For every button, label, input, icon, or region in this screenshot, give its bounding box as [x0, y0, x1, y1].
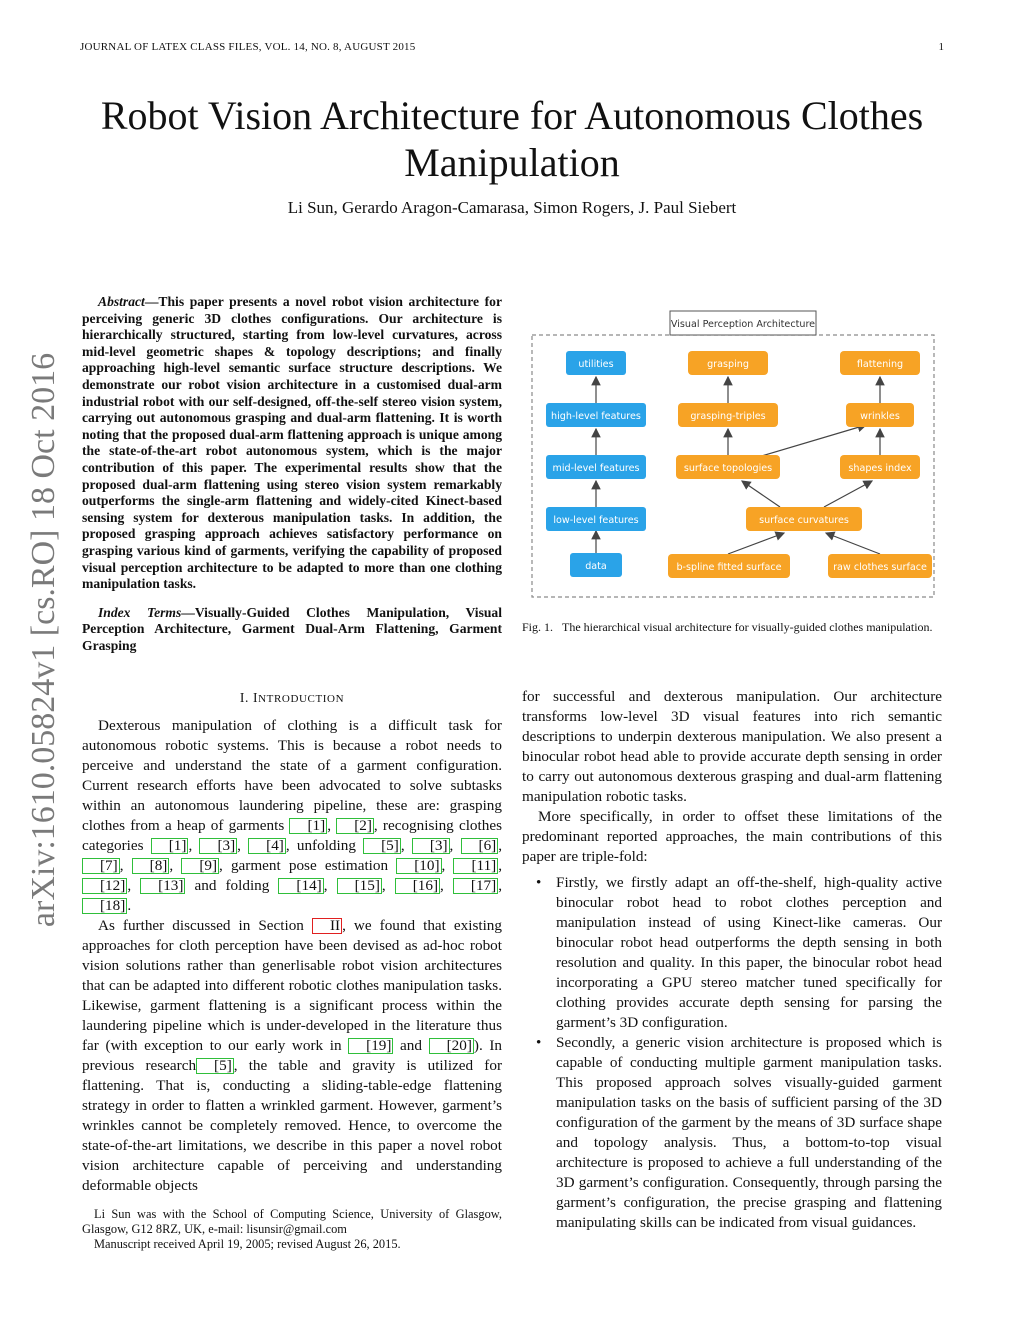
citation-link[interactable]: [14]	[278, 878, 323, 894]
citation-link[interactable]: [19]	[348, 1038, 393, 1054]
citation-link[interactable]: [15]	[337, 878, 382, 894]
node-utilities	[566, 351, 626, 375]
abstract: Abstract—This paper presents a novel robot vision architecture for perceiving generic 3D clothes configurations. Our architecture is hierarchically structured, starting from low-level curvatures, across mid-level geometric shapes & topology descriptions; and finally approaching high-level semantic surface structure descriptions. We demonstrate our robot vision architecture in a customised dual-arm industrial robot with our self-designed, off-the-self stereo vision system, carrying out autonomous grasping and dual-arm flattening. It is worth noting that the proposed dual-arm flattening approach is unique among the state-of-the-art robot autonomous system, which is the major contribution of this paper. The experimental results show that the proposed dual-arm flattening using stereo vision system remarkably outperforms the single-arm flattening and widely-cited Kinect-based sensing system for dexterous manipulation tasks. In addition, the proposed grasping approach achieves satisfactory performance on grasping various kind of garments, verifying the capability of proposed visual perception architecture to be adapted to more than one clothing manipulation tasks.	[82, 294, 502, 592]
citation-link[interactable]: [3]	[412, 838, 450, 854]
node-surface-curvatures	[746, 507, 862, 531]
intro-text: , we found that existing approaches for cloth perception have been devised as ad-hoc robot vision solutions rather than generlisable robot vision architectures that can be adapted into different robotic clothes manipulation tasks. Likewise, garment flattening is a significant process within the laundering pipeline which is under-developed in the literature thus far (with exception to our early work in	[82, 917, 502, 1055]
node-label: flattening	[856, 359, 904, 370]
node-data	[570, 553, 622, 577]
section-heading-introduction	[82, 690, 502, 706]
node-surface-topologies	[676, 455, 780, 479]
section-title-initial: I	[252, 690, 259, 706]
node-label: high-level features	[551, 411, 641, 422]
intro-text: , recognising clothes categories	[82, 817, 502, 855]
node-wrinkles	[846, 403, 914, 427]
left-column	[82, 294, 502, 1196]
abstract-label: Abstract	[98, 294, 145, 309]
paper-authors: Li Sun, Gerardo Aragon-Camarasa, Simon Rogers, J. Paul Siebert	[287, 198, 737, 217]
node-low-level-features	[546, 507, 646, 531]
citation-link[interactable]: [18]	[82, 898, 127, 914]
arrow	[742, 481, 780, 507]
node-label: data	[585, 561, 607, 572]
arxiv-stamp: arXiv:1610.05824v1 [cs.RO] 18 Oct 2016	[25, 352, 62, 928]
index-terms-label: Index Terms	[98, 604, 182, 620]
index-terms: Index Terms—Visually-Guided Clothes Manipulation, Visual Perception Architecture, Garment Dual-Arm Flattening, Garment Grasping	[82, 604, 502, 653]
node-label: low-level features	[553, 515, 639, 526]
node-grasping-triples	[678, 403, 778, 427]
architecture-diagram	[522, 296, 942, 616]
citation-link[interactable]: [5]	[196, 1058, 234, 1074]
node-label: surface topologies	[683, 463, 773, 474]
intro-paragraph-2	[82, 916, 502, 1196]
intro-text: and folding	[185, 877, 279, 895]
node-mid-level-features	[546, 455, 646, 479]
section-title-rest: NTRODUCTION	[258, 693, 345, 706]
arrow	[728, 533, 784, 554]
abstract-text: This paper presents a novel robot vision architecture for perceiving generic 3D clothes configurations. Our architecture is hierarchically structured, starting from low-level curvatures, across mid-level geometric shapes & topology descriptions; and finally approaching high-level semantic surface structure descriptions. We demonstrate our robot vision architecture in a customised dual-arm industrial robot with our self-designed, off-the-self stereo vision system, carrying out autonomous grasping and dual-arm flattening. It is worth noting that the proposed dual-arm flattening approach is unique among the state-of-the-art robot autonomous system, which is the major contribution of this paper. The experimental results show that the proposed dual-arm flattening using stereo vision system remarkably outperforms the single-arm flattening and widely-cited Kinect-based sensing system for dexterous manipulation tasks. In addition, the proposed grasping approach achieves satisfactory performance on grasping various kind of garments, verifying the capability of proposed visual perception architecture to be adapted to more than one clothing manipulation tasks.	[82, 294, 502, 592]
footnote-affiliation: Li Sun was with the School of Computing Science, University of Glasgow, Glasgow, G12 8RZ, UK, e-mail: lisunsir@gmail.com	[82, 1207, 502, 1236]
citation-link[interactable]: [12]	[82, 878, 127, 894]
node-flattening	[840, 351, 920, 375]
citation-link[interactable]: [3]	[199, 838, 237, 854]
intro-text: Dexterous manipulation of clothing is a difficult task for autonomous robotic systems. This is because a robot needs to perceive and understand the state of a garment configuration. Current research efforts have been advocated to solve subtasks within an autonomous laundering pipeline, these are: grasping clothes from a heap of garments	[82, 717, 502, 835]
node-label: raw clothes surface	[833, 562, 927, 573]
node-label: utilities	[578, 359, 614, 370]
intro-paragraph-1: Dexterous manipulation of clothing is a difficult task for autonomous robotic systems. This is because a robot needs to perceive and understand the state of a garment configuration. Current research efforts have been advocated to solve subtasks within an autonomous laundering pipeline, these are: grasping clothes from a heap of garments [1] , [2] , recognising clothes categories [1] , [3] , [4] , unfolding [5] , [3] , [6] , [7] , [8] , [9] , garment pose estimation [10] , [11] , [12] , [13] and folding [14] , [15] , [16] , [17] , [18] .	[82, 717, 503, 915]
figure-caption-text: The hierarchical visual architecture for visually-guided clothes manipulation.	[562, 620, 933, 634]
intro-text: As further discussed in Section	[98, 917, 312, 935]
list-item-text: Firstly, we firstly adapt an off-the-shelf, high-quality active binocular robot head to robot clothes perception and manipulation instead of using Kinect-like cameras. Our binocular robot head outperforms the depth sensing in both resolution and quality. In this paper, the binocular robot head incorporating a GPU stereo matcher tuned specifically for clothing provides accurate depth sensing for parsing the garment’s 3D configuration.	[556, 874, 942, 1031]
node-label: wrinkles	[860, 411, 900, 422]
node-label: b-spline fitted surface	[676, 562, 782, 573]
list-item	[522, 1033, 942, 1233]
footnote-manuscript: Manuscript received April 19, 2005; revised August 26, 2015.	[94, 1237, 401, 1251]
citation-link[interactable]: [10]	[396, 858, 441, 874]
running-head: JOURNAL OF LATEX CLASS FILES, VOL. 14, NO. 8, AUGUST 2015	[80, 41, 416, 53]
citation-link[interactable]: [4]	[248, 838, 286, 854]
node-label: grasping	[707, 359, 749, 370]
right-column-text	[522, 687, 942, 1233]
section-link[interactable]: II	[312, 918, 342, 934]
right-paragraph-2: More specifically, in order to offset these limitations of the predominant reported approaches, the main contributions of this paper are triple-fold:	[522, 808, 942, 865]
figure-caption	[522, 620, 942, 635]
arrow	[826, 533, 880, 554]
node-label: mid-level features	[552, 463, 640, 474]
citation-link[interactable]: [11]	[453, 858, 498, 874]
citation-link[interactable]: [9]	[181, 858, 219, 874]
citation-link[interactable]: [17]	[453, 878, 498, 894]
intro-text: ). In previous research	[82, 1037, 502, 1075]
intro-text: .	[127, 897, 132, 915]
node-label: surface curvatures	[759, 515, 849, 526]
list-item	[522, 873, 942, 1033]
node-shapes-index	[840, 455, 920, 479]
citation-link[interactable]: [2]	[336, 818, 374, 834]
node-high-level-features	[546, 403, 646, 427]
citation-link[interactable]: [7]	[82, 858, 120, 874]
bullet-icon: •	[536, 874, 542, 891]
citation-link[interactable]: [1]	[289, 818, 327, 834]
intro-text: , the table and gravity is utilized for flattening. That is, conducting a sliding-table-edge flattening strategy in order to flatten a wrinkled garment. However, garment’s wrinkles cannot be completely removed. Hence, to overcome the state-of-the-art limitations, we describe in this paper a novel robot vision architecture capable of perceiving and understanding deformable objects	[82, 1057, 503, 1195]
intro-text: , garment pose estimation	[219, 857, 397, 875]
section-number: I.	[239, 690, 249, 706]
figure-caption-label: Fig. 1.	[522, 620, 554, 634]
citation-link[interactable]: [13]	[140, 878, 185, 894]
citation-link[interactable]: [5]	[363, 838, 401, 854]
intro-text: and	[393, 1037, 429, 1055]
paper-title: Robot Vision Architecture for Autonomous Clothes Manipulation	[100, 93, 924, 185]
arrow	[824, 481, 872, 507]
contribution-list	[522, 873, 942, 1233]
node-label: shapes index	[848, 463, 912, 474]
node-bspline-fitted-surface	[668, 554, 790, 578]
node-raw-clothes-surface	[828, 554, 932, 578]
list-item-text: Secondly, a generic vision architecture is proposed which is capable of conducting multiple garment manipulation tasks. This proposed approach solves visually-guided garment manipulation tasks on the basis of sufficient parsing of the 3D configuration of the garment by the means of 3D surface shape and topology analysis. Thus, a bottom-to-top visual architecture is proposed to achieve a full understanding of the 3D garment’s configuration. Consequently, through parsing the garment’s configuration, the precise grasping and flattening manipulating skills can be indicated from visual guidances.	[556, 1034, 942, 1231]
citation-link[interactable]: [16]	[395, 878, 440, 894]
node-grasping	[688, 351, 768, 375]
page-number: 1	[938, 41, 944, 53]
citation-link[interactable]: [8]	[132, 858, 170, 874]
diagram-title: Visual Perception Architecture	[670, 319, 816, 330]
node-label: grasping-triples	[690, 411, 766, 422]
citation-link[interactable]: [6]	[461, 838, 499, 854]
footnotes	[82, 1207, 502, 1252]
citation-link[interactable]: [20]	[429, 1038, 474, 1054]
bullet-icon: •	[536, 1034, 542, 1051]
arrow	[758, 425, 866, 457]
intro-text: , unfolding	[285, 837, 364, 855]
citation-link[interactable]: [1]	[151, 838, 189, 854]
index-terms-text: Visually-Guided Clothes Manipulation, Visual Perception Architecture, Garment Dual-Arm Flattening, Garment Grasping	[82, 604, 502, 653]
right-paragraph-1: for successful and dexterous manipulation. Our architecture transforms low-level 3D visual features into rich semantic descriptions to underpin dexterous manipulation. We also present a binocular robot head able to provide accurate depth sensing in order to carry out autonomous dexterous grasping and dual-arm flattening manipulation robotic tasks.	[522, 688, 942, 805]
figure-1	[522, 296, 942, 621]
